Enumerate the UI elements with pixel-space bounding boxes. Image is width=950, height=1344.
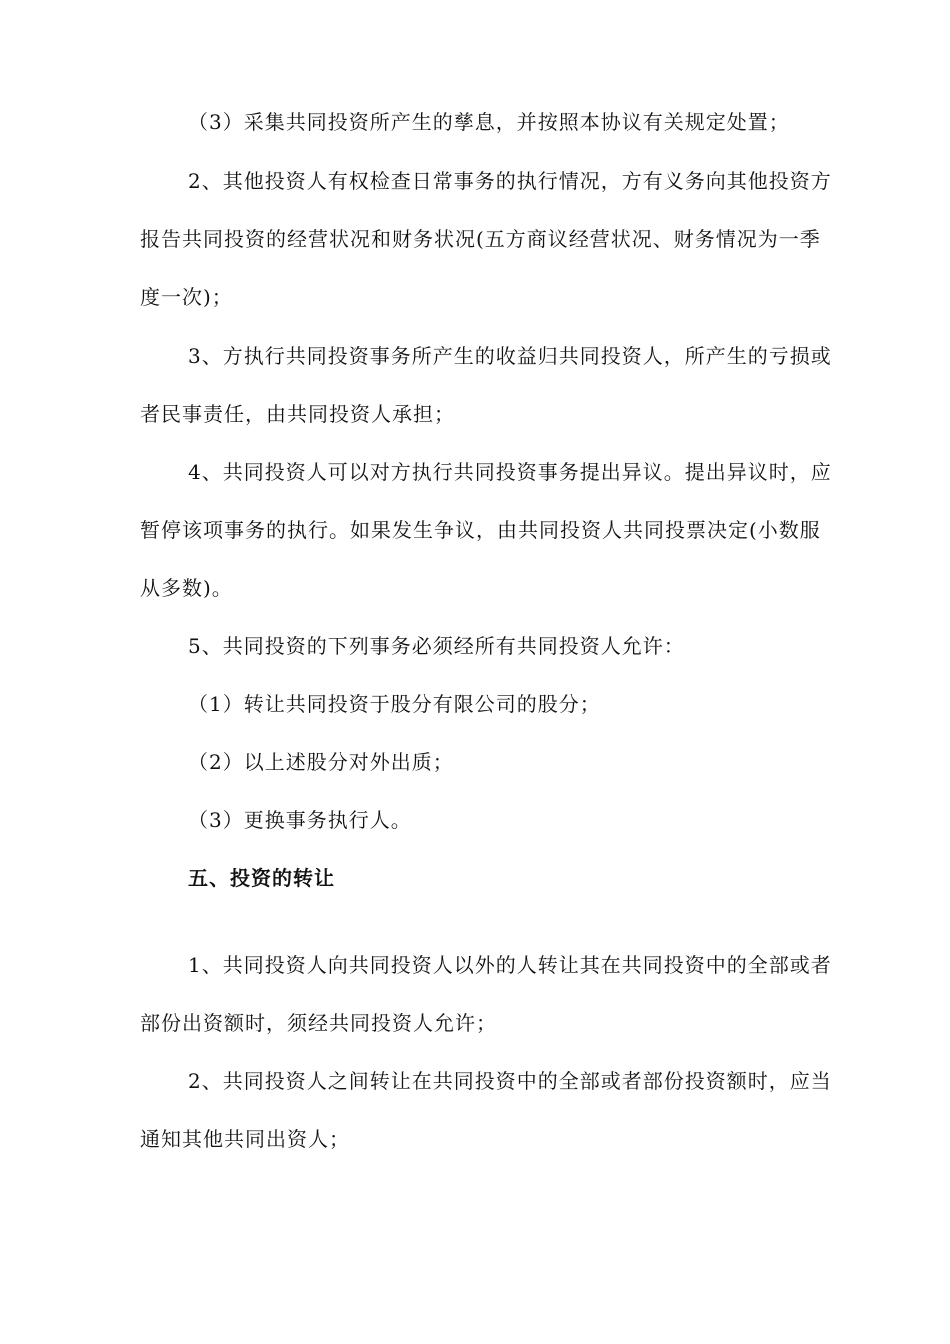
paragraph-transfer-external: 1、共同投资人向共同投资人以外的人转让其在共同投资中的全部或者部份出资额时，须经共同投资人允许； [140, 953, 832, 1035]
paragraph-objection: 4、共同投资人可以对方执行共同投资事务提出异议。提出异议时，应暂停该项事务的执行。如果发生争议，由共同投资人共同投票决定(小数服从多数)。 [140, 460, 832, 600]
paragraph-item-1-transfer-shares: （1）转让共同投资于股分有限公司的股分； [188, 692, 601, 716]
paragraph-transfer-internal: 2、共同投资人之间转让在共同投资中的全部或者部份投资额时，应当通知其他共同出资人； [140, 1069, 832, 1151]
paragraph-profit-loss: 3、方执行共同投资事务所产生的收益归共同投资人，所产生的亏损或者民事责任，由共同投资人承担； [140, 344, 832, 426]
paragraph-inspection-rights: 2、其他投资人有权检查日常事务的执行情况，方有义务向其他投资方报告共同投资的经营状况和财务状况(五方商议经营状况、财务情况为一季度一次)； [140, 169, 832, 309]
paragraph-item-2-pledge: （2）以上述股分对外出质； [188, 750, 454, 774]
section-heading: 五、投资的转让 [188, 866, 335, 890]
paragraph-item-3-replace-executor: （3）更换事务执行人。 [188, 808, 412, 832]
paragraph-item-3-fruits: （3）采集共同投资所产生的孳息，并按照本协议有关规定处置； [188, 110, 790, 134]
paragraph-consent-required: 5、共同投资的下列事务必须经所有共同投资人允许： [188, 634, 685, 658]
